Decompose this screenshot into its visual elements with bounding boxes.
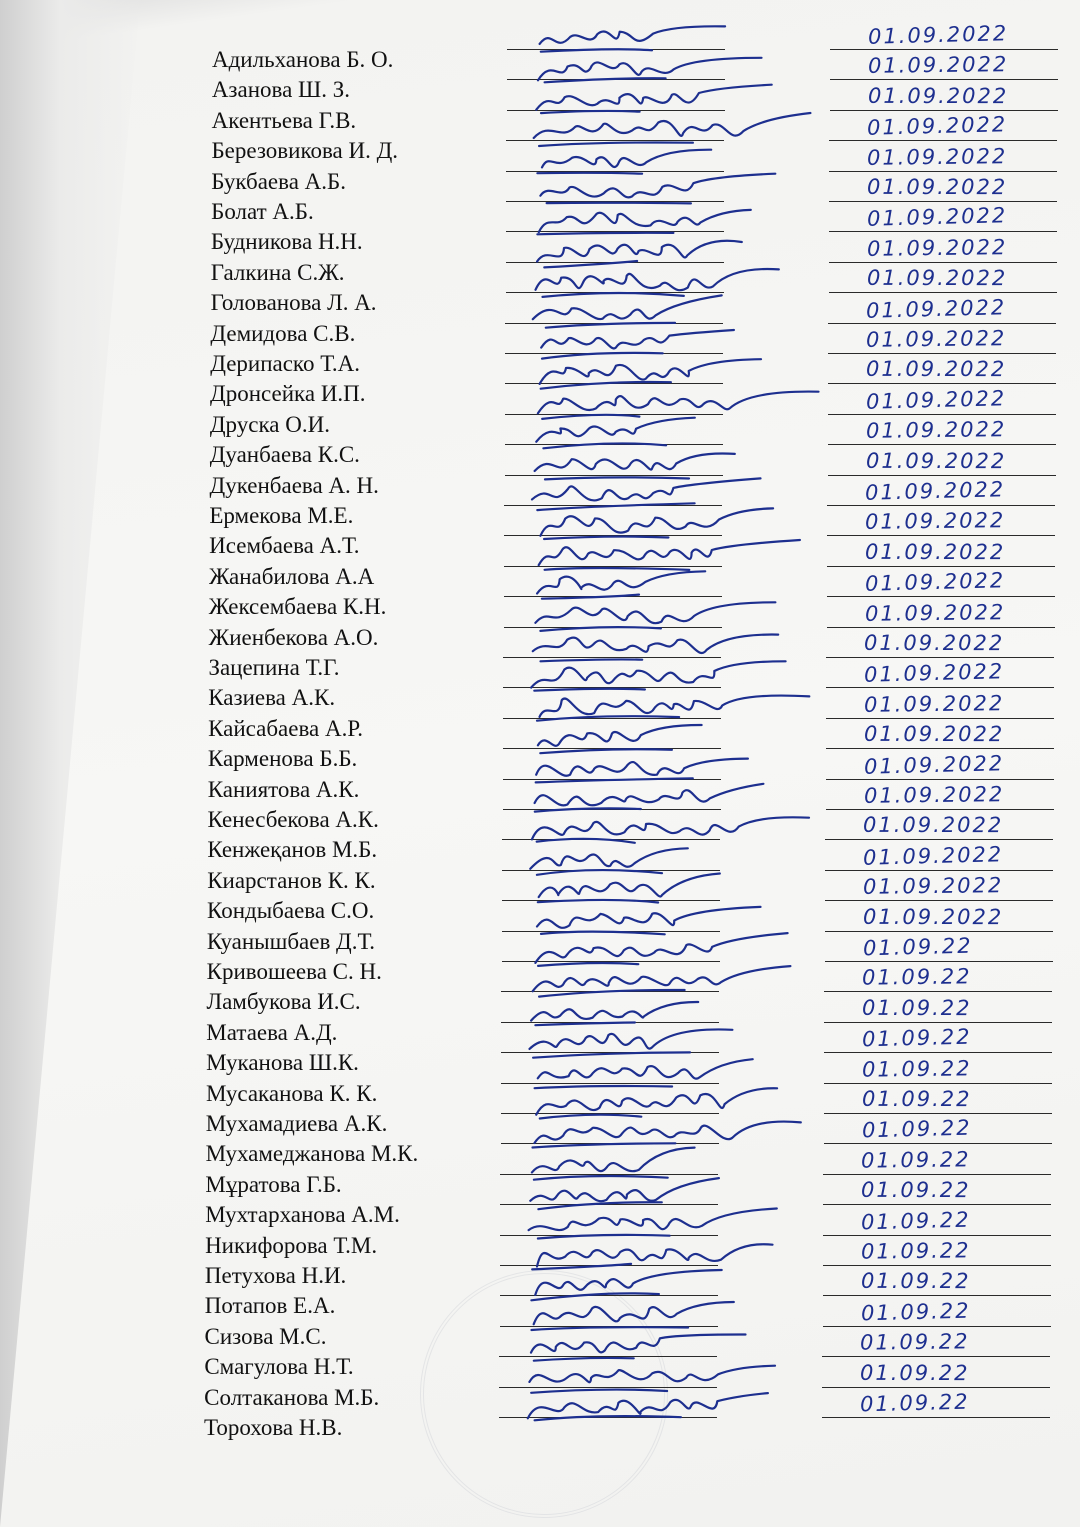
employee-name: Торохова Н.В. [204, 1415, 343, 1440]
employee-name: Сизова М.С. [204, 1323, 327, 1349]
signature-date: 01.09.2022 [862, 841, 1004, 870]
signature-date: 01.09.2022 [866, 294, 1007, 323]
signature-date: 01.09.2022 [862, 904, 1004, 929]
date-line [824, 991, 1052, 992]
employee-name: Болат А.Б. [211, 199, 314, 224]
employee-name: Кенжеқанов М.Б. [207, 837, 378, 863]
date-line [824, 1143, 1052, 1144]
signature-date: 01.09.2022 [863, 750, 1005, 779]
employee-name: Кайсабаева А.Р. [208, 715, 363, 741]
date-line [824, 1113, 1052, 1114]
employee-name: Акентьева Г.В. [211, 107, 357, 133]
employee-name: Солтаканова М.Б. [204, 1384, 380, 1410]
date-line [829, 262, 1057, 263]
signature-date: 01.09.2022 [867, 174, 1008, 200]
signature-date: 01.09.22 [861, 1147, 972, 1173]
employee-name: Жанабилова А.А [208, 563, 375, 589]
signature-date: 01.09.22 [859, 1389, 970, 1417]
employee-name: Каниятова А.К. [207, 776, 360, 802]
date-line [829, 292, 1057, 293]
date-line [826, 809, 1054, 810]
employee-name: Смагулова Н.Т. [204, 1354, 354, 1380]
date-line [826, 748, 1054, 749]
employee-name: Карменова Б.Б. [207, 746, 358, 772]
employee-name: Голованова Л. А. [210, 290, 377, 316]
employee-name: Азанова Ш. З. [211, 77, 351, 103]
employee-name: Кенесбекова А.К. [207, 807, 379, 832]
employee-name: Жексембаева К.Н. [208, 594, 387, 620]
signature-date: 01.09.2022 [863, 813, 1004, 838]
signature-date: 01.09.22 [861, 1178, 971, 1203]
signature-date: 01.09.2022 [863, 659, 1005, 688]
signature-date: 01.09.22 [860, 1269, 971, 1294]
employee-name: Мухтарханова А.М. [205, 1202, 400, 1228]
date-line [823, 1174, 1051, 1175]
date-line [829, 201, 1057, 202]
signature-date: 01.09.2022 [866, 266, 1007, 291]
signature-date: 01.09.22 [861, 1086, 972, 1112]
date-line [826, 687, 1054, 688]
signature-date: 01.09.2022 [863, 722, 1005, 747]
date-line [826, 779, 1054, 780]
signature-date: 01.09.22 [860, 1360, 970, 1385]
date-line [823, 1295, 1051, 1296]
date-line [827, 566, 1055, 567]
date-line [830, 49, 1058, 50]
date-line [823, 1326, 1051, 1327]
date-line [826, 657, 1054, 658]
date-line [827, 505, 1055, 506]
employee-name: Потапов Е.А. [204, 1293, 336, 1319]
employee-name: Ламбукова И.С. [206, 989, 361, 1015]
employee-name: Муканова Ш.К. [206, 1050, 359, 1076]
signature-date: 01.09.2022 [865, 385, 1007, 414]
employee-name: Галкина С.Ж. [210, 259, 345, 285]
employee-name: Демидова С.В. [210, 320, 356, 346]
employee-name: Мұратова Г.Б. [205, 1171, 342, 1197]
employee-name: Дуанбаева К.С. [209, 442, 360, 468]
employee-name: Исембаева А.Т. [209, 533, 360, 559]
signature-date: 01.09.2022 [864, 568, 1006, 597]
employee-name: Будникова Н.Н. [210, 229, 363, 255]
employee-name: Кондыбаева С.О. [207, 898, 375, 924]
date-line [824, 1022, 1052, 1023]
signature-date: 01.09.2022 [867, 112, 1008, 141]
employee-name: Зацепина Т.Г. [208, 655, 340, 680]
employee-name: Петухова Н.И. [204, 1263, 347, 1288]
signature-date: 01.09.2022 [864, 599, 1006, 626]
employee-name: Дерипаско Т.А. [210, 351, 361, 376]
employee-name: Друска О.И. [209, 411, 330, 437]
signature-date: 01.09.2022 [865, 477, 1006, 505]
signature-date: 01.09.2022 [866, 357, 1007, 382]
date-line [828, 383, 1056, 384]
date-line [822, 1387, 1050, 1388]
date-line [825, 900, 1053, 901]
employee-name: Дукенбаева А. Н. [209, 472, 379, 498]
date-line [829, 140, 1057, 141]
signature-date: 01.09.2022 [867, 83, 1008, 108]
signature-date: 01.09.22 [860, 1329, 971, 1355]
employee-name: Березовикова И. Д. [211, 138, 399, 164]
date-line [823, 1204, 1051, 1205]
signature-date: 01.09.22 [861, 1024, 972, 1052]
signature-date: 01.09.2022 [866, 326, 1007, 352]
date-line [823, 1265, 1051, 1266]
signature-date: 01.09.22 [860, 1298, 971, 1326]
signature-date: 01.09.2022 [866, 203, 1008, 232]
signature-date: 01.09.22 [862, 933, 973, 961]
date-line [824, 1052, 1052, 1053]
signature-date: 01.09.2022 [867, 143, 1008, 170]
employee-name: Матаева А.Д. [206, 1019, 338, 1045]
signature-date: 01.09.2022 [867, 21, 1009, 49]
employee-name: Адильханова Б. О. [212, 47, 394, 72]
employee-name: Мухамеджанова М.К. [205, 1141, 419, 1167]
date-line [828, 475, 1056, 476]
date-line [828, 414, 1056, 415]
signature-date: 01.09.2022 [864, 630, 1005, 656]
date-line [825, 839, 1053, 840]
employee-name: Никифорова Т.М. [205, 1232, 378, 1258]
employee-name: Дронсейка И.П. [210, 381, 366, 407]
date-line [822, 1417, 1050, 1418]
signature-date: 01.09.2022 [864, 539, 1006, 564]
employee-name: Куанышбаев Д.Т. [206, 928, 375, 954]
signature-date: 01.09.2022 [864, 508, 1006, 535]
signature-date: 01.09.2022 [867, 52, 1009, 79]
handwritten-signature [520, 1385, 720, 1425]
employee-name: Мусаканова К. К. [205, 1080, 378, 1106]
date-line [829, 171, 1057, 172]
date-line [830, 79, 1058, 80]
date-line [830, 110, 1058, 111]
signature-date: 01.09.22 [862, 964, 973, 991]
date-line [825, 961, 1053, 962]
date-line [827, 627, 1055, 628]
employee-name: Казиева А.К. [208, 685, 336, 711]
date-line [828, 444, 1056, 445]
employee-name: Мухамадиева А.К. [205, 1111, 388, 1136]
date-line [828, 353, 1056, 354]
employee-name: Киарстанов К. К. [207, 867, 376, 893]
signature-date: 01.09.2022 [865, 417, 1007, 444]
signature-date: 01.09.2022 [863, 690, 1005, 717]
signature-date: 01.09.22 [862, 995, 972, 1020]
signature-date: 01.09.2022 [863, 782, 1004, 808]
date-line [827, 535, 1055, 536]
date-line [829, 231, 1057, 232]
date-line [824, 1083, 1052, 1084]
employee-name: Ермекова М.Е. [209, 503, 354, 528]
employee-name: Букбаева А.Б. [211, 168, 346, 194]
date-line [827, 596, 1055, 597]
signature-date: 01.09.22 [860, 1238, 971, 1264]
date-line [826, 718, 1054, 719]
date-line [825, 870, 1053, 871]
employee-name: Кривошеева С. Н. [206, 959, 382, 984]
date-line [823, 1235, 1051, 1236]
signature-date: 01.09.2022 [866, 234, 1008, 261]
employee-name: Жиенбекова А.О. [208, 624, 379, 650]
signature-date: 01.09.22 [861, 1055, 972, 1082]
signature-date: 01.09.2022 [862, 873, 1004, 900]
signature-date: 01.09.2022 [865, 448, 1006, 473]
signature-date: 01.09.22 [861, 1115, 972, 1143]
date-line [825, 931, 1053, 932]
date-line [822, 1356, 1050, 1357]
signature-date: 01.09.22 [860, 1207, 971, 1235]
date-line [828, 323, 1056, 324]
